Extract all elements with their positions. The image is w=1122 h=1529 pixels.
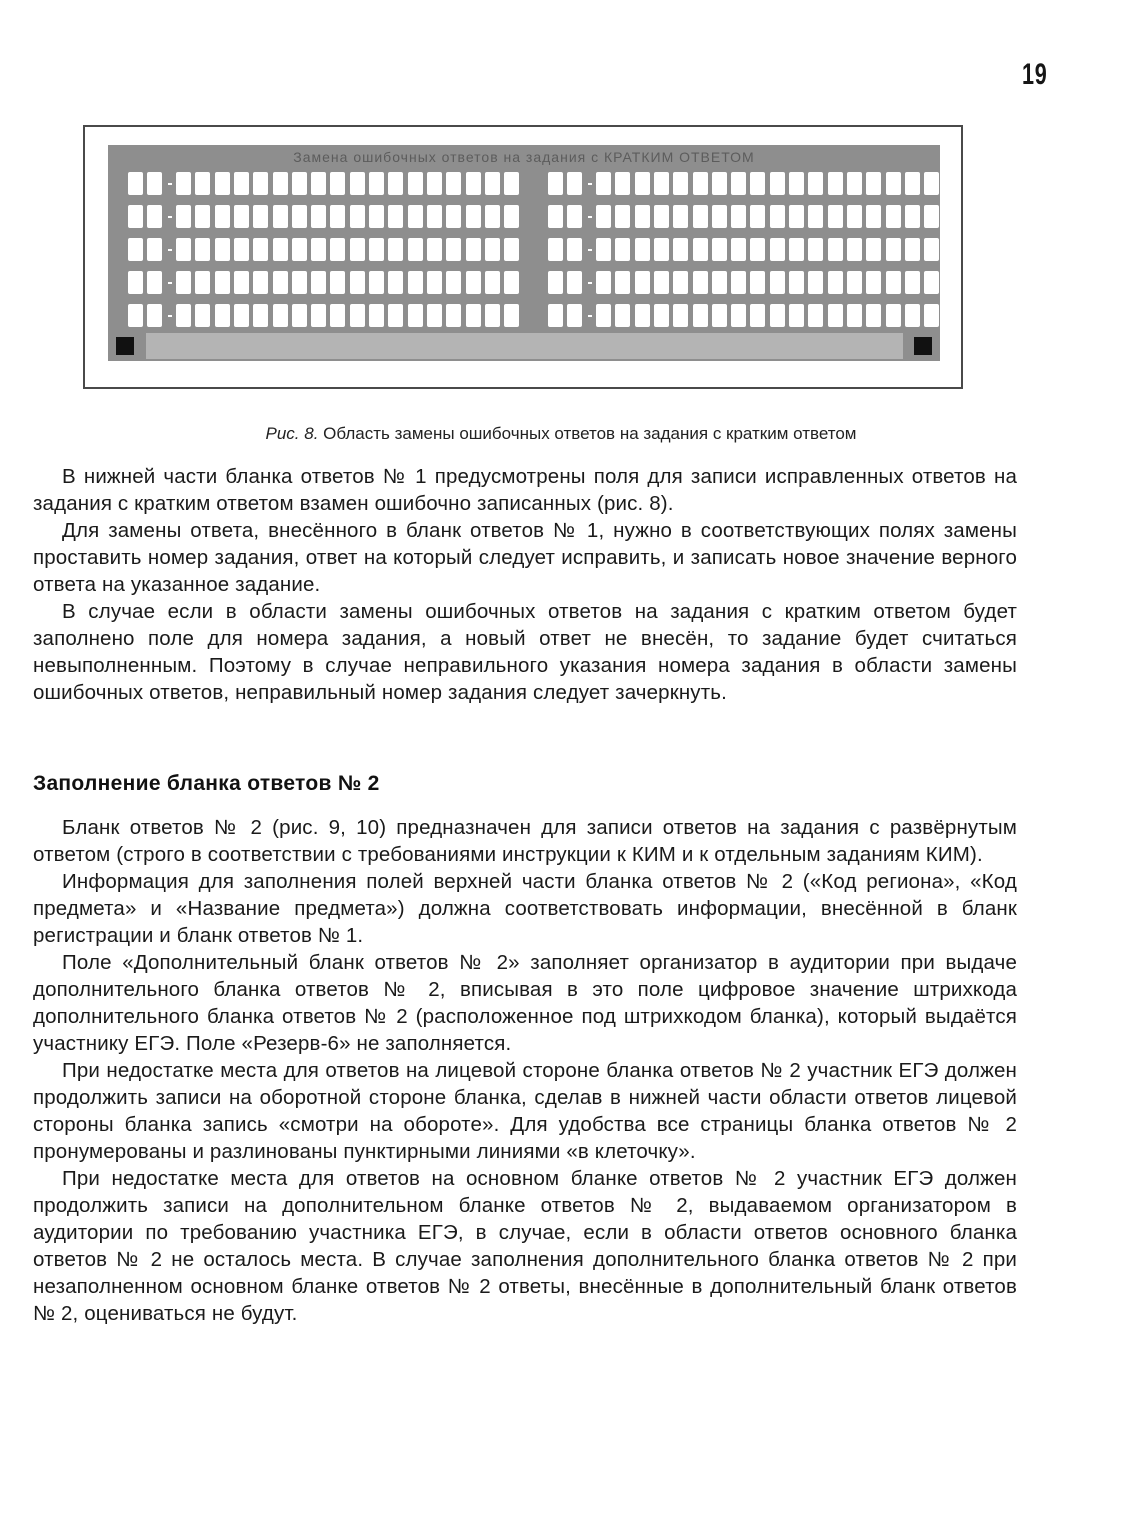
intro-text-block: [33, 463, 1017, 706]
answer-cell: [195, 205, 210, 228]
answer-cell: [330, 238, 345, 261]
answer-cell: [446, 304, 461, 327]
answer-cell: [596, 172, 611, 195]
answer-cell: [485, 172, 500, 195]
section-text-block: [33, 814, 1017, 1327]
answer-cell: [615, 304, 630, 327]
answer-cell: [924, 238, 939, 261]
answer-cell: [750, 172, 765, 195]
answer-cell: [654, 238, 669, 261]
answer-cell: [770, 271, 785, 294]
answer-cell: [548, 172, 563, 195]
answer-cell: [273, 172, 288, 195]
answer-cell: [905, 271, 920, 294]
answer-cell: [712, 238, 727, 261]
answer-cell: [712, 271, 727, 294]
answer-cell: [485, 304, 500, 327]
answer-cell: [712, 205, 727, 228]
answer-cell: [369, 172, 384, 195]
answer-cell: [128, 304, 143, 327]
answer-cell: [466, 271, 481, 294]
paragraph: Для замены ответа, внесённого в бланк ответов № 1, нужно в соответствующих полях замены проставить номер задания, ответ на который следует исправить, и записать новое значение верного ответа на указанное задание.: [33, 519, 1017, 596]
answer-cell: [770, 304, 785, 327]
form-bottom-strip: [146, 333, 903, 359]
answer-cell: [176, 238, 191, 261]
answer-cell: [567, 271, 582, 294]
answer-cell: [924, 304, 939, 327]
answer-cell: [215, 304, 230, 327]
answer-cell: [466, 172, 481, 195]
answer-cell: [548, 304, 563, 327]
answer-cell: [128, 271, 143, 294]
answer-cell: [886, 205, 901, 228]
answer-cell: [466, 205, 481, 228]
answer-cell: [770, 172, 785, 195]
answer-cell: [847, 205, 862, 228]
answer-cell: [215, 271, 230, 294]
answer-cell: [673, 172, 688, 195]
answer-cell: [147, 238, 162, 261]
answer-cell: [273, 304, 288, 327]
answer-cell: [693, 172, 708, 195]
answer-cell: [292, 205, 307, 228]
paragraph: Информация для заполнения полей верхней части бланка ответов № 2 («Код региона», «Код предмета» и «Название предмета») должна соответствовать информации, внесённой в бланк регистрации и бланк ответов № 1.: [33, 870, 1017, 947]
answer-cell: [215, 172, 230, 195]
answer-cell: [567, 238, 582, 261]
answer-cell: [330, 271, 345, 294]
answer-cell: [128, 238, 143, 261]
answer-cell: [693, 238, 708, 261]
separator-dash: [588, 183, 592, 185]
answer-cell: [215, 205, 230, 228]
answer-cell: [866, 238, 881, 261]
answer-cell: [504, 172, 519, 195]
answer-cell: [176, 172, 191, 195]
answer-cell: [388, 238, 403, 261]
answer-cell: [253, 205, 268, 228]
paragraph: В случае если в области замены ошибочных ответов на задания с кратким ответом будет заполнено поле для номера задания, а новый ответ не внесён, то задание будет считаться невыполненным. Поэтому в случае неправильного указания номера задания в области замены ошибочных ответов, неправильный номер задания следует зачеркнуть.: [33, 600, 1017, 704]
answer-cell: [789, 205, 804, 228]
answer-cell: [128, 205, 143, 228]
answer-cell: [176, 205, 191, 228]
answer-cell: [866, 172, 881, 195]
answer-cell: [330, 172, 345, 195]
answer-cell: [292, 271, 307, 294]
answer-cell: [350, 238, 365, 261]
answer-cell: [273, 205, 288, 228]
answer-cell: [615, 172, 630, 195]
separator-dash: [588, 216, 592, 218]
answer-cell: [924, 172, 939, 195]
answer-cell: [369, 238, 384, 261]
answer-cell: [693, 271, 708, 294]
answer-cell: [388, 172, 403, 195]
answer-cell: [350, 271, 365, 294]
answer-cell: [408, 238, 423, 261]
separator-dash: [168, 183, 172, 185]
answer-cell: [712, 172, 727, 195]
answer-cell: [147, 172, 162, 195]
answer-cell: [905, 238, 920, 261]
form-title: Замена ошибочных ответов на задания с КРАТКИМ ОТВЕТОМ: [293, 149, 755, 165]
page-number: 19: [1022, 58, 1048, 91]
answer-cell: [253, 172, 268, 195]
paragraph: При недостатке места для ответов на лицевой стороне бланка ответов № 2 участник ЕГЭ должен продолжить записи на оборотной стороне бланка, сделав в нижней части области ответов лицевой стороны бланка запись «смотри на обороте». Для удобства все страницы бланка ответов № 2 пронумерованы и разлинованы пунктирными линиями «в клеточку».: [33, 1059, 1017, 1163]
answer-cell: [866, 205, 881, 228]
separator-dash: [588, 249, 592, 251]
answer-cell: [176, 304, 191, 327]
answer-cell: [886, 172, 901, 195]
answer-cell: [673, 205, 688, 228]
answer-cell: [828, 172, 843, 195]
answer-cell: [369, 304, 384, 327]
answer-cell: [388, 205, 403, 228]
answer-cell: [635, 304, 650, 327]
paragraph: В нижней части бланка ответов № 1 предусмотрены поля для записи исправленных ответов на задания с кратким ответом взамен ошибочно записанных (рис. 8).: [33, 465, 1017, 515]
answer-cell: [654, 271, 669, 294]
answer-cell: [693, 304, 708, 327]
answer-cell: [273, 271, 288, 294]
answer-cell: [731, 304, 746, 327]
answer-cell: [311, 304, 326, 327]
answer-cell: [731, 271, 746, 294]
answer-cell: [311, 271, 326, 294]
answer-cell: [504, 205, 519, 228]
answer-cell: [654, 205, 669, 228]
answer-cell: [485, 238, 500, 261]
answer-cell: [330, 304, 345, 327]
answer-cell: [731, 205, 746, 228]
answer-cell: [253, 271, 268, 294]
answer-cell: [847, 172, 862, 195]
answer-cell: [504, 271, 519, 294]
answer-cell: [128, 172, 143, 195]
answer-cell: [731, 172, 746, 195]
answer-cell: [847, 238, 862, 261]
caption-label: Рис. 8.: [265, 424, 319, 443]
answer-cell: [731, 238, 746, 261]
answer-cell: [886, 271, 901, 294]
answer-cell: [924, 205, 939, 228]
separator-dash: [168, 249, 172, 251]
answer-cell: [195, 304, 210, 327]
answer-cell: [789, 172, 804, 195]
answer-cell: [446, 238, 461, 261]
answer-cell: [789, 271, 804, 294]
answer-cell: [750, 238, 765, 261]
answer-cell: [147, 271, 162, 294]
answer-cell: [635, 205, 650, 228]
answer-cell: [350, 304, 365, 327]
answer-cell: [905, 172, 920, 195]
answer-cell: [234, 304, 249, 327]
answer-cell: [234, 238, 249, 261]
answer-cell: [273, 238, 288, 261]
answer-cell: [654, 304, 669, 327]
paragraph: Бланк ответов № 2 (рис. 9, 10) предназначен для записи ответов на задания с развёрнутым ответом (строго в соответствии с требованиями инструкции к КИМ и к отдельным заданиям КИМ).: [33, 816, 1017, 866]
answer-cell: [446, 205, 461, 228]
answer-cell: [750, 205, 765, 228]
answer-cell: [596, 238, 611, 261]
answer-cell: [615, 205, 630, 228]
answer-cell: [905, 205, 920, 228]
answer-cell: [567, 304, 582, 327]
answer-cell: [408, 172, 423, 195]
answer-cell: [770, 238, 785, 261]
answer-cell: [427, 205, 442, 228]
paragraph: Поле «Дополнительный бланк ответов № 2» заполняет организатор в аудитории при выдаче дополнительного бланка ответов № 2, вписывая в это поле цифровое значение штрихкода дополнительного бланка ответов № 2 (расположенное под штрихкодом бланка), который выдаётся участнику ЕГЭ. Поле «Резерв-6» не заполняется.: [33, 951, 1017, 1055]
answer-cell: [866, 304, 881, 327]
answer-cell: [147, 304, 162, 327]
answer-cell: [673, 304, 688, 327]
answer-cell: [427, 271, 442, 294]
answer-cell: [808, 271, 823, 294]
answer-cell: [176, 271, 191, 294]
answer-replacement-form: [108, 145, 940, 361]
answer-cell: [808, 205, 823, 228]
answer-cell: [446, 172, 461, 195]
answer-cell: [427, 172, 442, 195]
answer-cell: [485, 205, 500, 228]
answer-cell: [253, 304, 268, 327]
answer-cell: [673, 271, 688, 294]
answer-cell: [635, 238, 650, 261]
answer-cell: [596, 205, 611, 228]
answer-cell: [596, 271, 611, 294]
separator-dash: [168, 282, 172, 284]
answer-cell: [886, 238, 901, 261]
answer-cell: [504, 238, 519, 261]
answer-cell: [330, 205, 345, 228]
answer-cell: [567, 172, 582, 195]
answer-cell: [635, 271, 650, 294]
figure-caption: [0, 424, 1122, 444]
separator-dash: [588, 282, 592, 284]
answer-cell: [750, 271, 765, 294]
answer-cell: [828, 205, 843, 228]
answer-cell: [466, 238, 481, 261]
answer-cell: [886, 304, 901, 327]
answer-cell: [808, 304, 823, 327]
answer-cell: [847, 304, 862, 327]
answer-cell: [408, 304, 423, 327]
answer-cell: [548, 238, 563, 261]
answer-cell: [292, 304, 307, 327]
answer-cell: [615, 271, 630, 294]
answer-cell: [234, 172, 249, 195]
answer-cell: [446, 271, 461, 294]
answer-cell: [292, 172, 307, 195]
answer-cell: [408, 205, 423, 228]
answer-cell: [311, 172, 326, 195]
answer-cell: [808, 238, 823, 261]
answer-cell: [369, 205, 384, 228]
answer-cell: [388, 304, 403, 327]
answer-cell: [292, 238, 307, 261]
answer-cell: [311, 205, 326, 228]
answer-cell: [808, 172, 823, 195]
separator-dash: [588, 315, 592, 317]
answer-cell: [548, 205, 563, 228]
caption-text: Область замены ошибочных ответов на задания с кратким ответом: [318, 424, 857, 443]
answer-cell: [234, 205, 249, 228]
answer-cell: [789, 304, 804, 327]
answer-cell: [504, 304, 519, 327]
answer-cell: [847, 271, 862, 294]
answer-cell: [673, 238, 688, 261]
answer-cell: [234, 271, 249, 294]
answer-cell: [195, 271, 210, 294]
answer-cell: [195, 172, 210, 195]
separator-dash: [168, 216, 172, 218]
answer-cell: [866, 271, 881, 294]
answer-cell: [369, 271, 384, 294]
answer-cell: [828, 304, 843, 327]
answer-cell: [750, 304, 765, 327]
answer-cell: [388, 271, 403, 294]
answer-cell: [905, 304, 920, 327]
paragraph: При недостатке места для ответов на основном бланке ответов № 2 участник ЕГЭ должен продолжить записи на дополнительном бланке ответов № 2, выдаваемом организатором в аудитории по требованию участника ЕГЭ, в случае, если в области ответов основного бланка ответов № 2 не осталось места. В случае заполнения дополнительного бланка ответов № 2 при незаполненном основном бланке ответов № 2 ответы, внесённые в дополнительный бланк ответов № 2, оцениваться не будут.: [33, 1167, 1017, 1325]
answer-cell: [466, 304, 481, 327]
answer-cell: [828, 271, 843, 294]
answer-cell: [427, 304, 442, 327]
answer-cell: [215, 238, 230, 261]
answer-cell: [567, 205, 582, 228]
separator-dash: [168, 315, 172, 317]
answer-cell: [427, 238, 442, 261]
answer-cell: [350, 172, 365, 195]
corner-marker-left: [116, 337, 134, 355]
answer-cell: [253, 238, 268, 261]
answer-cell: [195, 238, 210, 261]
answer-cell: [408, 271, 423, 294]
answer-cell: [789, 238, 804, 261]
answer-cell: [770, 205, 785, 228]
answer-cell: [693, 205, 708, 228]
answer-cell: [654, 172, 669, 195]
answer-cell: [548, 271, 563, 294]
answer-cell: [596, 304, 611, 327]
answer-cell: [924, 271, 939, 294]
corner-marker-right: [914, 337, 932, 355]
answer-cell: [350, 205, 365, 228]
answer-cell: [311, 238, 326, 261]
answer-cell: [485, 271, 500, 294]
answer-cell: [147, 205, 162, 228]
section-heading: Заполнение бланка ответов № 2: [33, 772, 380, 795]
answer-cell: [635, 172, 650, 195]
answer-cell: [615, 238, 630, 261]
answer-cell: [828, 238, 843, 261]
answer-cell: [712, 304, 727, 327]
